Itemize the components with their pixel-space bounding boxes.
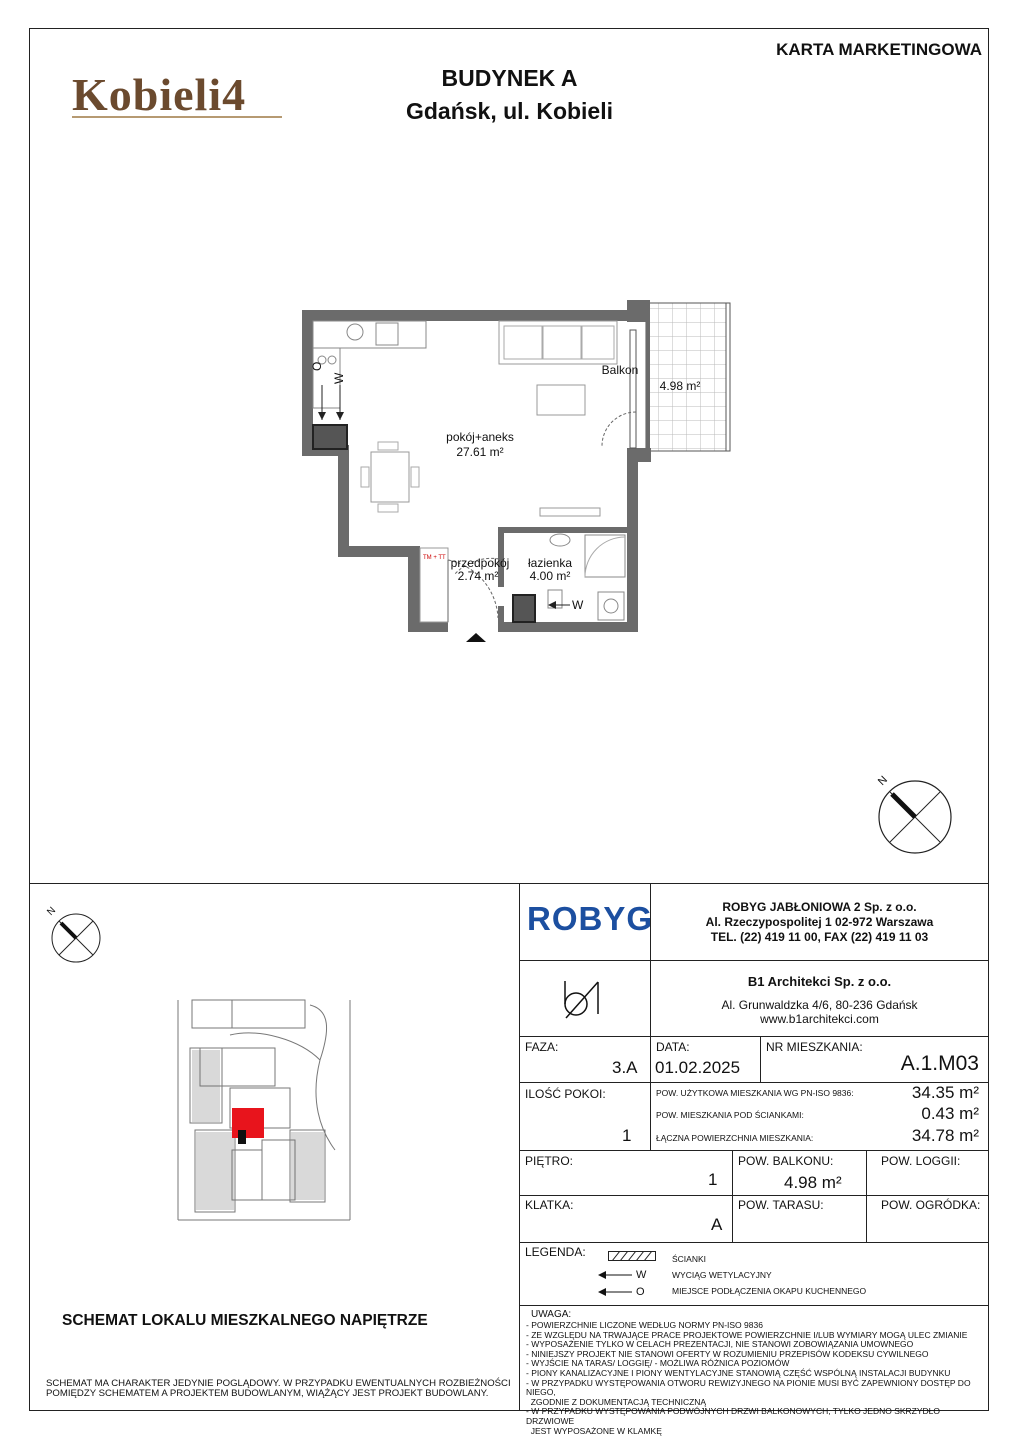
- architect-www: www.b1architekci.com: [760, 1012, 879, 1026]
- note-line: ZGODNIE Z DOKUMENTACJĄ TECHNICZNĄ: [526, 1396, 707, 1407]
- balcony-area-label: POW. BALKONU:: [738, 1154, 834, 1168]
- floor-value: 1: [708, 1170, 718, 1189]
- tm-tt-text: TM + TT: [423, 555, 446, 561]
- note-line: - PIONY KANALIZACYJNE I PIONY WENTYLACYJNE STANOWIĄ CZĘŚĆ WSPÓLNĄ INSTALACJI BUDYNKU: [526, 1367, 951, 1378]
- total-area-value: 34.78 m²: [911, 1126, 979, 1145]
- schema-title: SCHEMAT LOKALU MIESZKALNEGO NAPIĘTRZE: [62, 1312, 428, 1329]
- balcony-floor: [646, 303, 730, 451]
- garden-label: POW. OGRÓDKA:: [881, 1198, 981, 1212]
- compass-north: N: [875, 773, 891, 789]
- legend-title: LEGENDA:: [525, 1245, 586, 1259]
- address-title: Gdańsk, ul. Kobieli: [405, 98, 614, 124]
- building-title: BUDYNEK A: [441, 65, 578, 91]
- staircase-label: KLATKA:: [525, 1198, 574, 1212]
- floor-label: PIĘTRO:: [525, 1154, 574, 1168]
- section-divider: [29, 883, 989, 884]
- staircase-value: A: [711, 1215, 723, 1234]
- terrace-label: POW. TARASU:: [738, 1198, 824, 1212]
- b1-logo-icon: [562, 978, 602, 1020]
- bathroom-vent-w: W: [572, 598, 584, 612]
- vent-label-w: W: [332, 372, 346, 384]
- vent-arrow-icon: [598, 1271, 632, 1279]
- legend-walls: ŚCIANKI: [672, 1254, 707, 1264]
- note-line: - WYPOSAŻENIE TYLKO W CELACH PREZENTACJI, NIE STANOWI ZOBOWIĄZANIA UMOWNEGO: [526, 1339, 914, 1350]
- hood-arrow-icon: [598, 1288, 632, 1296]
- balcony-area: 4.98 m²: [659, 379, 701, 393]
- legend-hood: MIEJSCE PODŁĄCZENIA OKAPU KUCHENNEGO: [672, 1286, 867, 1296]
- loggia-label: POW. LOGGII:: [881, 1154, 961, 1168]
- note-line: - ZE WZGLĘDU NA TRWAJĄCE PRACE PROJEKTOWE POWIERZCHNIE I/LUB WYMIARY MOGĄ ULEC ZMIANIE: [526, 1329, 968, 1340]
- vent-label-o: O: [310, 361, 324, 371]
- balcony-name: Balkon: [601, 363, 639, 377]
- marketing-card-label: KARTA MARKETINGOWA: [776, 40, 982, 59]
- small-compass-icon: [48, 910, 104, 966]
- main-room-name: pokój+aneks: [446, 430, 514, 444]
- balcony-area-value: 4.98 m²: [784, 1173, 842, 1192]
- apt-no-label: NR MIESZKANIA:: [766, 1040, 863, 1054]
- note-line: - WYJŚCIE NA TARAS/ LOGGIĘ/ - MOŻLIWA RÓŻNICA POZIOMÓW: [526, 1358, 790, 1369]
- kobieli-logo: [72, 70, 282, 118]
- phase-label: FAZA:: [525, 1040, 559, 1054]
- hall-area: 2.74 m²: [457, 569, 499, 583]
- main-room-area: 27.61 m²: [456, 445, 504, 459]
- architect-address: Al. Grunwaldzka 4/6, 80-236 Gdańsk: [721, 998, 918, 1012]
- investor-address: Al. Rzeczypospolitej 1 02-972 Warszawa: [705, 915, 934, 929]
- architect-name: B1 Architekci Sp. z o.o.: [747, 974, 892, 989]
- disclaimer-2: POMIĘDZY SCHEMATEM A PROJEKTEM BUDOWLANYM, WIĄŻĄCY JEST PROJEKT BUDOWLANY.: [46, 1388, 489, 1399]
- table-left-border: [519, 883, 520, 1411]
- investor-phone: TEL. (22) 419 11 00, FAX (22) 419 11 03: [710, 930, 929, 944]
- note-line: JEST WYPOSAŻONE W KLAMKĘ: [526, 1425, 662, 1436]
- date-value: 01.02.2025: [655, 1058, 741, 1077]
- note-line: - W PRZYPADKU WYSTĘPOWANIA OTWORU REWIZYJNEGO NA PIONIE MUSI BYĆ ZAPEWNIONY DOSTĘP DO NIEGO,: [526, 1377, 971, 1398]
- note-line: - NINIEJSZY PROJEKT NIE STANOWI OFERTY W ROZUMIENIU PRZEPISÓW KODEKSU CYWILNEGO: [526, 1348, 929, 1359]
- notes-list: [526, 1321, 986, 1436]
- apt-no-value: A.1.M03: [900, 1052, 979, 1075]
- rooms-label: ILOŚĆ POKOI:: [525, 1087, 606, 1101]
- rooms-value: 1: [622, 1126, 632, 1145]
- wall-area-value: 0.43 m²: [921, 1104, 979, 1123]
- note-line: - POWIERZCHNIE LICZONE WEDŁUG NORMY PN-ISO 9836: [526, 1320, 763, 1330]
- bathroom-name: łazienka: [527, 556, 573, 570]
- logo-text: Kobieli4: [72, 69, 247, 120]
- date-label: DATA:: [656, 1040, 690, 1054]
- walls-hatch-icon: [608, 1251, 656, 1261]
- small-compass-north: N: [45, 905, 59, 918]
- note-line: - W PRZYPADKU WYSTĘPOWANIA PODWÓJNYCH DRZWI BALKONOWYCH, TYLKO JEDNO SKRZYDŁO DRZWIOWE: [526, 1406, 941, 1426]
- total-area-label: ŁĄCZNA POWIERZCHNIA MIESZKANIA:: [656, 1133, 814, 1143]
- phase-value: 3.A: [612, 1058, 638, 1077]
- notes-title: UWAGA:: [531, 1309, 572, 1320]
- hall-name: przedpokój: [450, 556, 510, 570]
- apartment-highlight: [232, 1108, 264, 1138]
- usable-area-value: 34.35 m²: [911, 1083, 979, 1102]
- site-plan: [170, 990, 370, 1230]
- legend-hood-letter: O: [636, 1286, 645, 1298]
- investor-name: ROBYG JABŁONIOWA 2 Sp. z o.o.: [722, 900, 917, 914]
- wall-area-label: POW. MIESZKANIA POD ŚCIANKAMI:: [656, 1110, 804, 1120]
- bathroom-area: 4.00 m²: [529, 569, 571, 583]
- floor-plan: [290, 290, 750, 660]
- legend-vent-letter: W: [636, 1269, 647, 1281]
- usable-area-label: POW. UŻYTKOWA MIESZKANIA WG PN-ISO 9836:: [656, 1088, 854, 1098]
- disclaimer-1: SCHEMAT MA CHARAKTER JEDYNIE POGLĄDOWY. W PRZYPADKU EWENTUALNYCH ROZBIEŻNOŚCI: [46, 1378, 511, 1389]
- legend-vent: WYCIĄG WETYLACYJNY: [672, 1270, 772, 1280]
- robyg-logo: ROBYG: [527, 900, 654, 937]
